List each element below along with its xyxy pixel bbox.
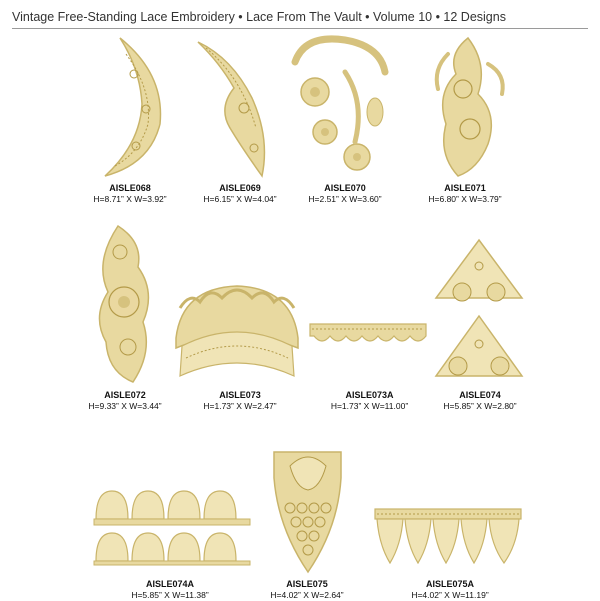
design-code: AISLE068 <box>109 183 151 193</box>
design-dimensions: H=1.73” X W=2.47” <box>203 401 277 411</box>
shield-drop-lace-icon <box>270 448 345 576</box>
design-dimensions: H=9.33” X W=3.44” <box>88 401 162 411</box>
design-code: AISLE075 <box>286 579 328 589</box>
design-dimensions: H=6.80” X W=3.79” <box>428 194 502 204</box>
crescent-lace-icon <box>90 34 170 179</box>
triangle-pendant-lace-icon <box>432 236 527 386</box>
design-dimensions: H=1.73” X W=11.00” <box>330 401 409 411</box>
design-dimensions: H=5.85” X W=2.80” <box>443 401 517 411</box>
design-code: AISLE073 <box>219 390 261 400</box>
design-code: AISLE072 <box>104 390 146 400</box>
design-dimensions: H=4.02” X W=11.19” <box>411 590 489 600</box>
design-code: AISLE069 <box>219 183 261 193</box>
design-dimensions: H=5.85” X W=11.38” <box>131 590 209 600</box>
floral-spray-lace-icon <box>428 34 513 179</box>
scalloped-fringe-lace-icon <box>373 505 523 567</box>
design-code: AISLE071 <box>444 183 486 193</box>
arch-border-lace-icon <box>92 485 252 567</box>
design-dimensions: H=8.71” X W=3.92” <box>93 194 167 204</box>
design-code: AISLE070 <box>324 183 366 193</box>
floral-column-lace-icon <box>88 222 160 387</box>
title-divider <box>12 28 588 29</box>
tiara-lace-icon <box>172 278 302 383</box>
design-code: AISLE075A <box>425 579 475 589</box>
catalog-title: Vintage Free-Standing Lace Embroidery • Lace From The Vault • Volume 10 • 12 Designs <box>12 10 506 24</box>
wing-lace-icon <box>192 38 272 178</box>
design-code: AISLE074 <box>459 390 501 400</box>
design-dimensions: H=4.02” X W=2.64” <box>270 590 344 600</box>
scalloped-border-lace-icon <box>308 318 428 350</box>
design-dimensions: H=6.15” X W=4.04” <box>203 194 277 204</box>
design-code: AISLE073A <box>345 390 394 400</box>
design-code: AISLE074A <box>145 579 195 589</box>
floral-scroll-lace-icon <box>285 32 395 177</box>
design-dimensions: H=2.51” X W=3.60” <box>308 194 382 204</box>
